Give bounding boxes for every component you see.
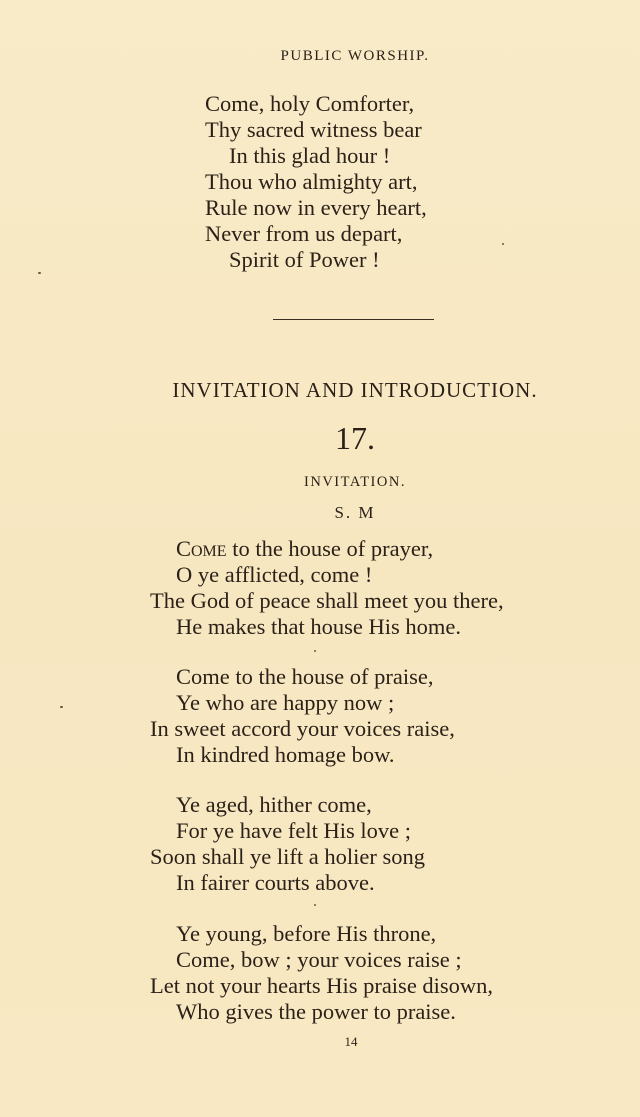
verse-line: Spirit of Power ! <box>229 247 380 272</box>
hymn-stanza-1 <box>150 536 504 640</box>
paper-speck <box>314 904 316 906</box>
verse-line: O ye afflicted, come ! <box>176 562 373 587</box>
running-head: PUBLIC WORSHIP. <box>280 48 430 64</box>
verse-line: Thy sacred witness bear <box>205 117 422 142</box>
hymn-stanza-3 <box>150 792 425 896</box>
verse-line: In fairer courts above. <box>176 870 375 895</box>
hymn-stanza-4 <box>150 921 493 1025</box>
verse-line: In sweet accord your voices raise, <box>150 716 455 741</box>
verse-line: In kindred homage bow. <box>176 742 395 767</box>
section-title: INVITATION AND INTRODUCTION. <box>172 378 538 402</box>
paper-speck <box>38 272 41 274</box>
verse-line <box>150 536 504 562</box>
verse-line: Let not your hearts His praise disown, <box>150 973 494 998</box>
verse-line: Never from us depart, <box>205 221 403 246</box>
verse-line: Come to the house of praise, <box>176 664 434 689</box>
paper-speck <box>60 706 63 708</box>
hymn-stanza-2 <box>150 664 455 768</box>
hymn-number: 17. <box>335 420 375 456</box>
section-divider-rule <box>273 319 434 320</box>
verse-line: Rule now in every heart, <box>205 195 427 220</box>
verse-line: Ye who are happy now ; <box>176 690 395 715</box>
page-number: 14 <box>344 1034 358 1049</box>
verse-line: Come, holy Comforter, <box>205 91 415 116</box>
verse-line: Come, bow ; your voices raise ; <box>176 947 462 972</box>
hymn-meter: S. M <box>334 503 376 522</box>
verse-line: For ye have felt His love ; <box>176 818 411 843</box>
verse-line: In this glad hour ! <box>229 143 391 168</box>
verse-line: Who gives the power to praise. <box>176 999 456 1024</box>
verse-line: Ye young, before His throne, <box>176 921 437 946</box>
verse-line-rest: to the house of prayer, <box>226 536 434 561</box>
stanza-continuation <box>205 91 427 273</box>
drop-word: Come <box>176 536 227 561</box>
paper-speck <box>314 650 316 652</box>
verse-line: Ye aged, hither come, <box>176 792 372 817</box>
verse-line: Soon shall ye lift a holier song <box>150 844 425 869</box>
paper-speck <box>502 243 504 245</box>
hymn-title: INVITATION. <box>304 474 406 490</box>
verse-line: He makes that house His home. <box>176 614 461 639</box>
verse-line: Thou who almighty art, <box>205 169 418 194</box>
verse-line: The God of peace shall meet you there, <box>150 588 504 613</box>
